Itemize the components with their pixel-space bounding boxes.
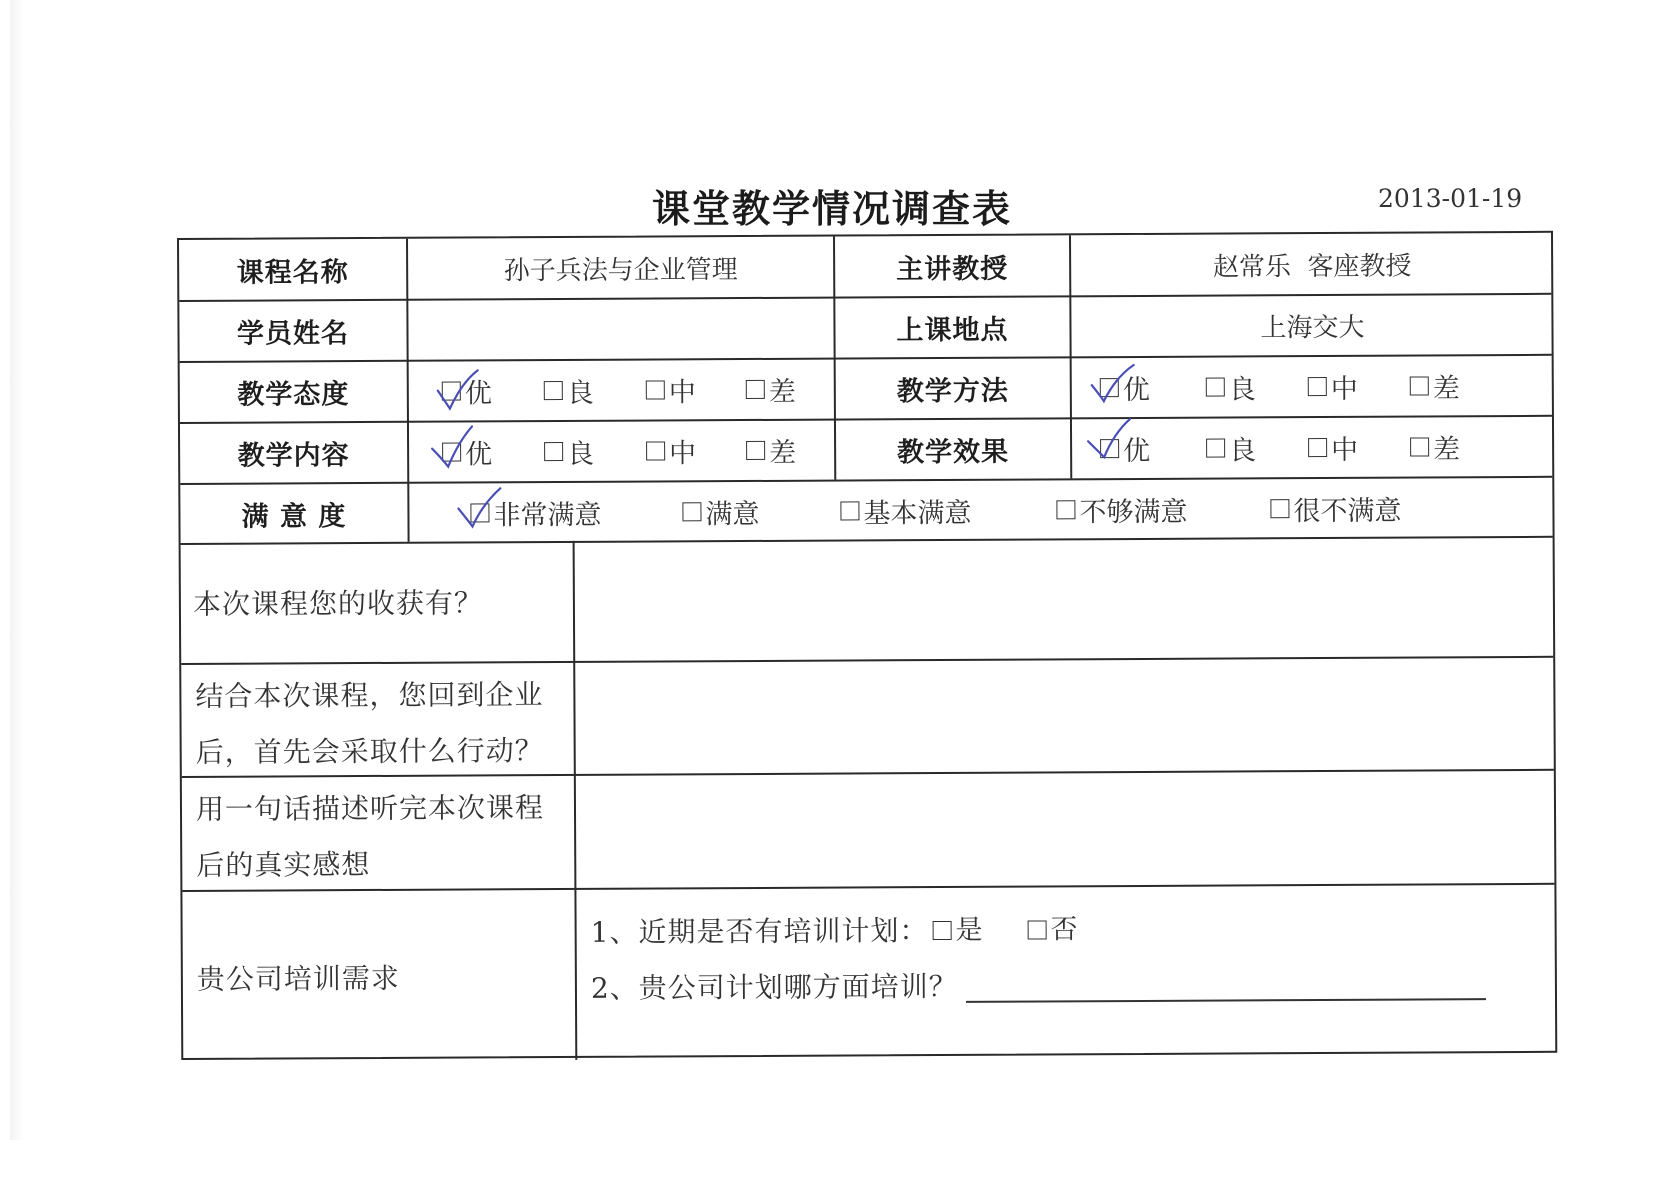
method-option-poor[interactable]: 差 xyxy=(1410,356,1460,415)
question-action-line2: 后，首先会采取什么行动？ xyxy=(195,734,544,769)
effect-label: 教学效果 xyxy=(897,436,1010,469)
checkbox[interactable] xyxy=(746,441,765,460)
content-option-poor[interactable]: 差 xyxy=(746,421,796,480)
method-option-fair[interactable]: 中 xyxy=(1308,357,1358,416)
effect-option-fair[interactable]: 中 xyxy=(1308,418,1358,477)
checkbox[interactable] xyxy=(544,381,563,400)
content-option-good[interactable]: 良 xyxy=(544,422,594,481)
checkbox[interactable] xyxy=(682,502,701,521)
course-name-field[interactable]: 孙子兵法与企业管理 xyxy=(503,254,738,286)
checkbox[interactable] xyxy=(1270,499,1289,518)
satisfaction-option-very-satisfied[interactable]: 非常满意 xyxy=(470,483,601,542)
checkbox[interactable] xyxy=(646,441,665,460)
checkbox[interactable] xyxy=(1206,439,1225,458)
check-mark-icon xyxy=(1086,361,1146,409)
effect-option-excellent[interactable]: 优 xyxy=(1100,419,1150,478)
checkbox[interactable] xyxy=(1027,920,1046,939)
method-option-good[interactable]: 良 xyxy=(1206,357,1256,416)
method-label: 教学方法 xyxy=(896,375,1009,408)
checkbox[interactable] xyxy=(646,380,665,399)
satisfaction-option-basically-satisfied[interactable]: 基本满意 xyxy=(840,481,971,540)
student-name-label: 学员姓名 xyxy=(236,318,350,350)
effect-option-poor[interactable]: 差 xyxy=(1410,417,1460,476)
check-mark-icon xyxy=(428,424,488,472)
form-date: 2013-01-19 xyxy=(1378,184,1523,213)
attitude-label: 教学态度 xyxy=(237,379,350,411)
checkbox[interactable] xyxy=(1308,377,1327,396)
checkbox[interactable] xyxy=(746,380,765,399)
training-area-question: 2、贵公司计划哪方面培训？ xyxy=(591,955,1486,1017)
satisfaction-option-satisfied[interactable]: 满意 xyxy=(682,482,759,540)
survey-form xyxy=(177,231,1557,1060)
form-title: 课堂教学情况调查表 xyxy=(652,187,1013,231)
checkbox[interactable] xyxy=(1206,378,1225,397)
plan-yes-option[interactable]: 是 xyxy=(932,902,983,959)
answer-feeling-field[interactable] xyxy=(576,771,1557,888)
location-field[interactable]: 上海交大 xyxy=(1260,312,1365,344)
satisfaction-option-not-satisfied[interactable]: 不够满意 xyxy=(1056,480,1187,539)
question-feeling-line1: 用一句话描述听完本次课程 xyxy=(195,791,545,826)
training-area-input-line[interactable] xyxy=(966,968,1486,1003)
satisfaction-label: 满 意 度 xyxy=(241,500,347,533)
scan-edge-shadow xyxy=(10,0,24,1140)
attitude-option-fair[interactable]: 中 xyxy=(646,360,696,419)
content-option-excellent[interactable]: 优 xyxy=(442,422,492,481)
question-gain: 本次课程您的收获有？ xyxy=(192,586,484,621)
checkbox[interactable] xyxy=(1410,376,1429,395)
check-mark-icon xyxy=(432,368,492,416)
attitude-option-poor[interactable]: 差 xyxy=(746,360,796,419)
question-training: 贵公司培训需求 xyxy=(196,961,400,996)
attitude-option-good[interactable]: 良 xyxy=(544,361,594,420)
answer-gain-field[interactable] xyxy=(575,538,1556,661)
student-name-field[interactable] xyxy=(408,299,833,360)
attitude-option-excellent[interactable]: 优 xyxy=(442,361,492,420)
location-label: 上课地点 xyxy=(896,314,1009,347)
content-option-fair[interactable]: 中 xyxy=(646,421,696,480)
training-plan-question: 1、近期是否有培训计划： 是 否 xyxy=(590,901,1078,961)
answer-action-field[interactable] xyxy=(575,658,1556,774)
checkbox[interactable] xyxy=(1308,438,1327,457)
course-name-label: 课程名称 xyxy=(236,256,349,289)
checkbox[interactable] xyxy=(1410,437,1429,456)
checkbox[interactable] xyxy=(1056,500,1075,519)
check-mark-icon xyxy=(454,486,514,534)
lecturer-label: 主讲教授 xyxy=(896,253,1009,285)
check-mark-icon xyxy=(1084,417,1144,465)
lecturer-field[interactable]: 赵常乐 客座教授 xyxy=(1212,251,1412,283)
method-option-excellent[interactable]: 优 xyxy=(1100,358,1150,417)
plan-no-option[interactable]: 否 xyxy=(1027,901,1078,958)
content-label: 教学内容 xyxy=(237,440,350,472)
checkbox[interactable] xyxy=(840,501,859,520)
checkbox[interactable] xyxy=(932,921,951,940)
question-action-line1: 结合本次课程，您回到企业 xyxy=(195,678,544,713)
satisfaction-option-very-unsatisfied[interactable]: 很不满意 xyxy=(1270,479,1401,538)
effect-option-good[interactable]: 良 xyxy=(1206,418,1256,477)
question-feeling-line2: 后的真实感想 xyxy=(196,847,371,882)
checkbox[interactable] xyxy=(544,442,563,461)
